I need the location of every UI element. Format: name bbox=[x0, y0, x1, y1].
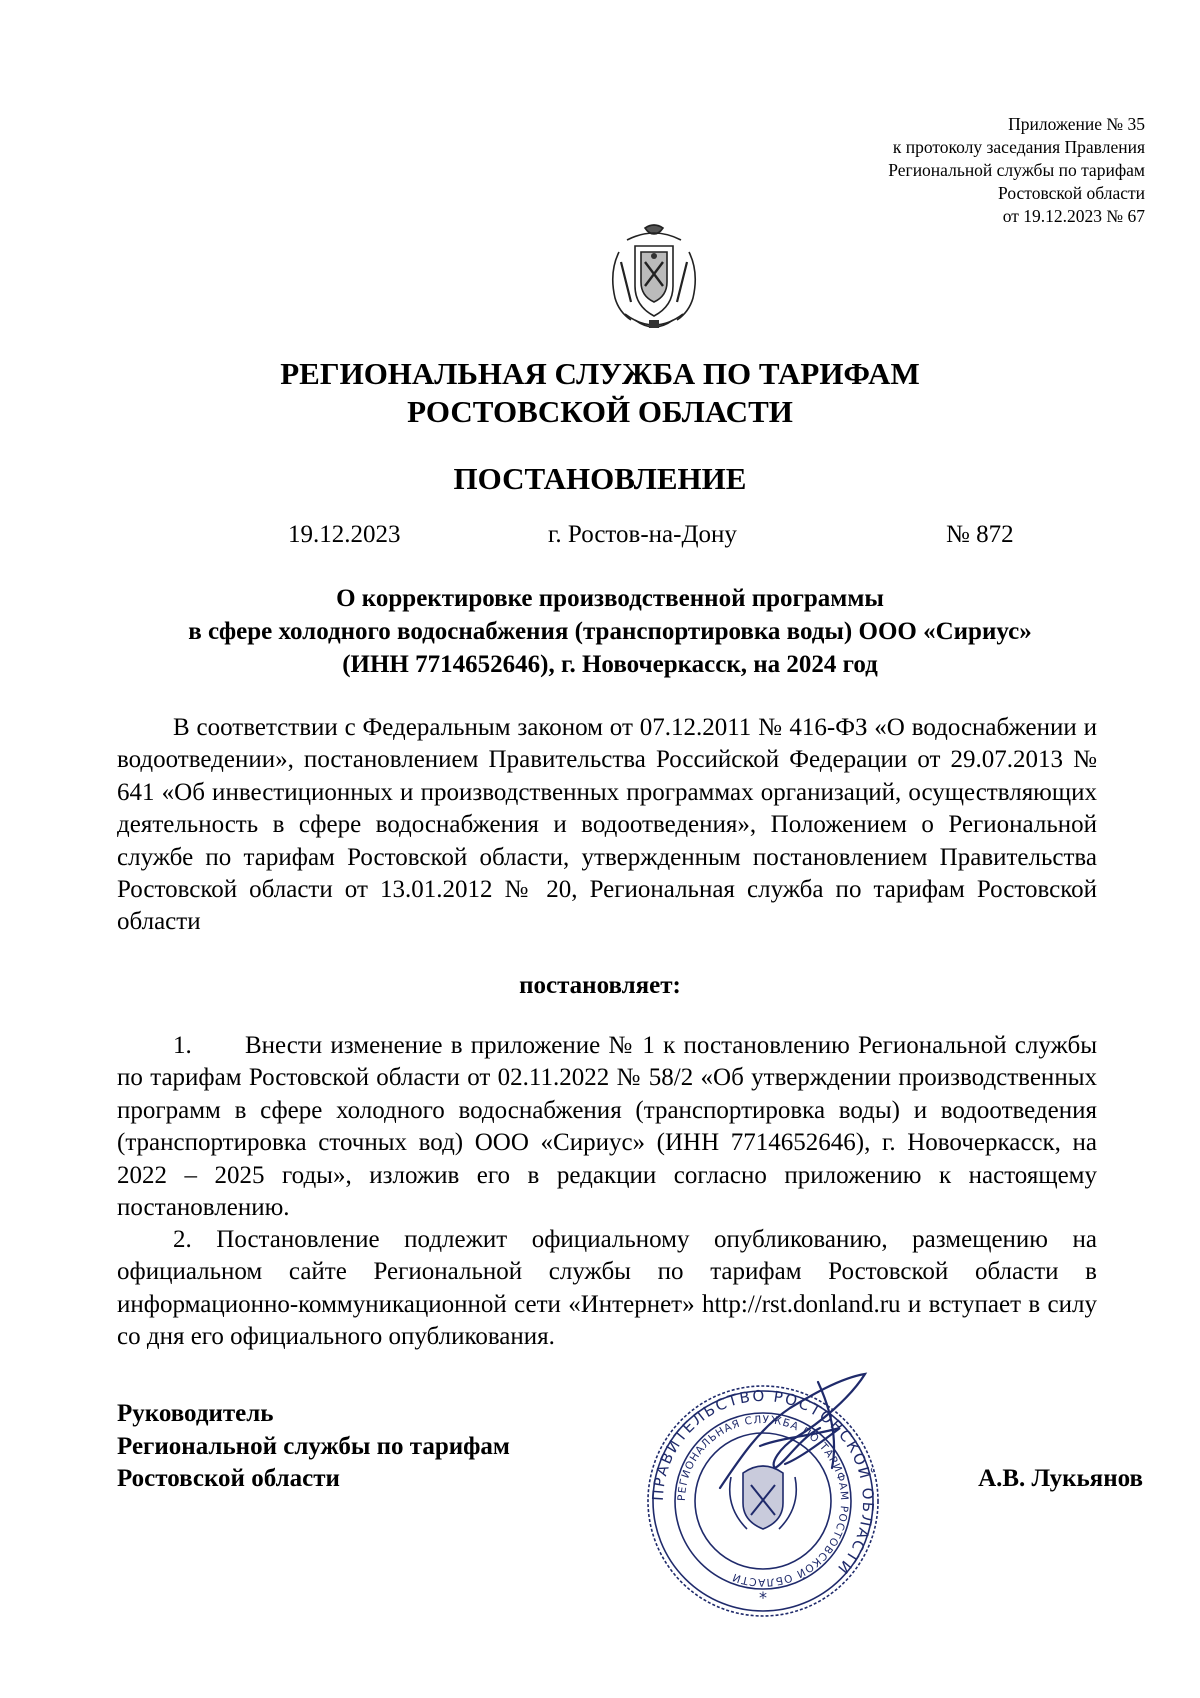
document-type: ПОСТАНОВЛЕНИЕ bbox=[453, 461, 747, 496]
preamble-paragraph: В соответствии с Федеральным законом от 07.12.2011 № 416-ФЗ «О водоснабжении и водоотведении», постановлением Правительства Российской Федерации от 29.07.2013 № 641 «Об инвестиционных и производственных программах организаций, осуществляющих деятельность в сфере водоснабжения и водоотведения», Положением о Региональной службе по тарифам Ростовской области, утвержденным постановлением Правительства Ростовской области от 13.01.2012 № 20, Региональная служба по тарифам Ростовской области bbox=[117, 714, 1097, 936]
stamp-outer-text: ПРАВИТЕЛЬСТВО РОСТОВСКОЙ ОБЛАСТИ bbox=[648, 1386, 878, 1579]
document-subject bbox=[110, 582, 1110, 681]
decision-item-2: 2. Постановление подлежит официальному опубликованию, размещению на официальном сайте Региональной службы по тарифам Ростовской области в информационно-коммуникационной сети «Интернет» http://rst.donland.ru и вступает в силу со дня его официального опубликования. bbox=[117, 1226, 1097, 1351]
decision-item-1 bbox=[117, 1030, 1097, 1224]
appendix-line: к протоколу заседания Правления bbox=[892, 137, 1145, 157]
signatory-title-line: Ростовской области bbox=[117, 1465, 340, 1492]
signatory-title-line: Региональной службы по тарифам bbox=[117, 1432, 510, 1460]
item-number: 1. bbox=[173, 1032, 192, 1059]
subject-line: О корректировке производственной программы bbox=[336, 585, 884, 612]
subject-line: в сфере холодного водоснабжения (транспортировка воды) ООО «Сириус» bbox=[188, 618, 1032, 645]
coat-of-arms-icon bbox=[605, 222, 703, 336]
decree-word: постановляет: bbox=[519, 972, 681, 999]
signatory-title bbox=[117, 1398, 510, 1496]
appendix-line: Региональной службы по тарифам bbox=[888, 160, 1145, 180]
organization-region: РОСТОВСКОЙ ОБЛАСТИ bbox=[407, 394, 793, 429]
item-text: Внести изменение в приложение № 1 к постановлению Региональной службы по тарифам Ростовской области от 02.11.2022 № 58/2 «Об утверждении производственных программ в сфере холодного водоснабжения (транспортировка воды) и водоотведения (транспортировка сточных вод) ООО «Сириус» (ИНН 7714652646), г. Новочеркасск, на 2022 – 2025 годы», изложив его в редакции согласно приложению к настоящему постановлению. bbox=[117, 1032, 1097, 1222]
document-date: 19.12.2023 bbox=[288, 521, 401, 548]
appendix-line: от 19.12.2023 № 67 bbox=[1002, 206, 1145, 226]
appendix-note bbox=[545, 113, 1145, 228]
document-number: № 872 bbox=[946, 521, 1014, 548]
signatory-title-line: Руководитель bbox=[117, 1400, 274, 1427]
subject-line: (ИНН 7714652646), г. Новочеркасск, на 2024 год bbox=[342, 651, 878, 678]
svg-text:*: * bbox=[759, 1588, 767, 1607]
signatory-name: А.В. Лукьянов bbox=[978, 1465, 1143, 1492]
handwritten-signature-icon bbox=[700, 1368, 900, 1518]
document-city: г. Ростов-на-Дону bbox=[548, 521, 737, 548]
organization-name: РЕГИОНАЛЬНАЯ СЛУЖБА ПО ТАРИФАМ bbox=[280, 356, 920, 391]
appendix-line: Ростовской области bbox=[998, 183, 1145, 203]
stamp-inner-text: РЕГИОНАЛЬНАЯ СЛУЖБА ПО ТАРИФАМ РОСТОВСКОЙ ОБЛАСТИ bbox=[675, 1413, 851, 1589]
appendix-line: Приложение № 35 bbox=[1008, 114, 1145, 134]
